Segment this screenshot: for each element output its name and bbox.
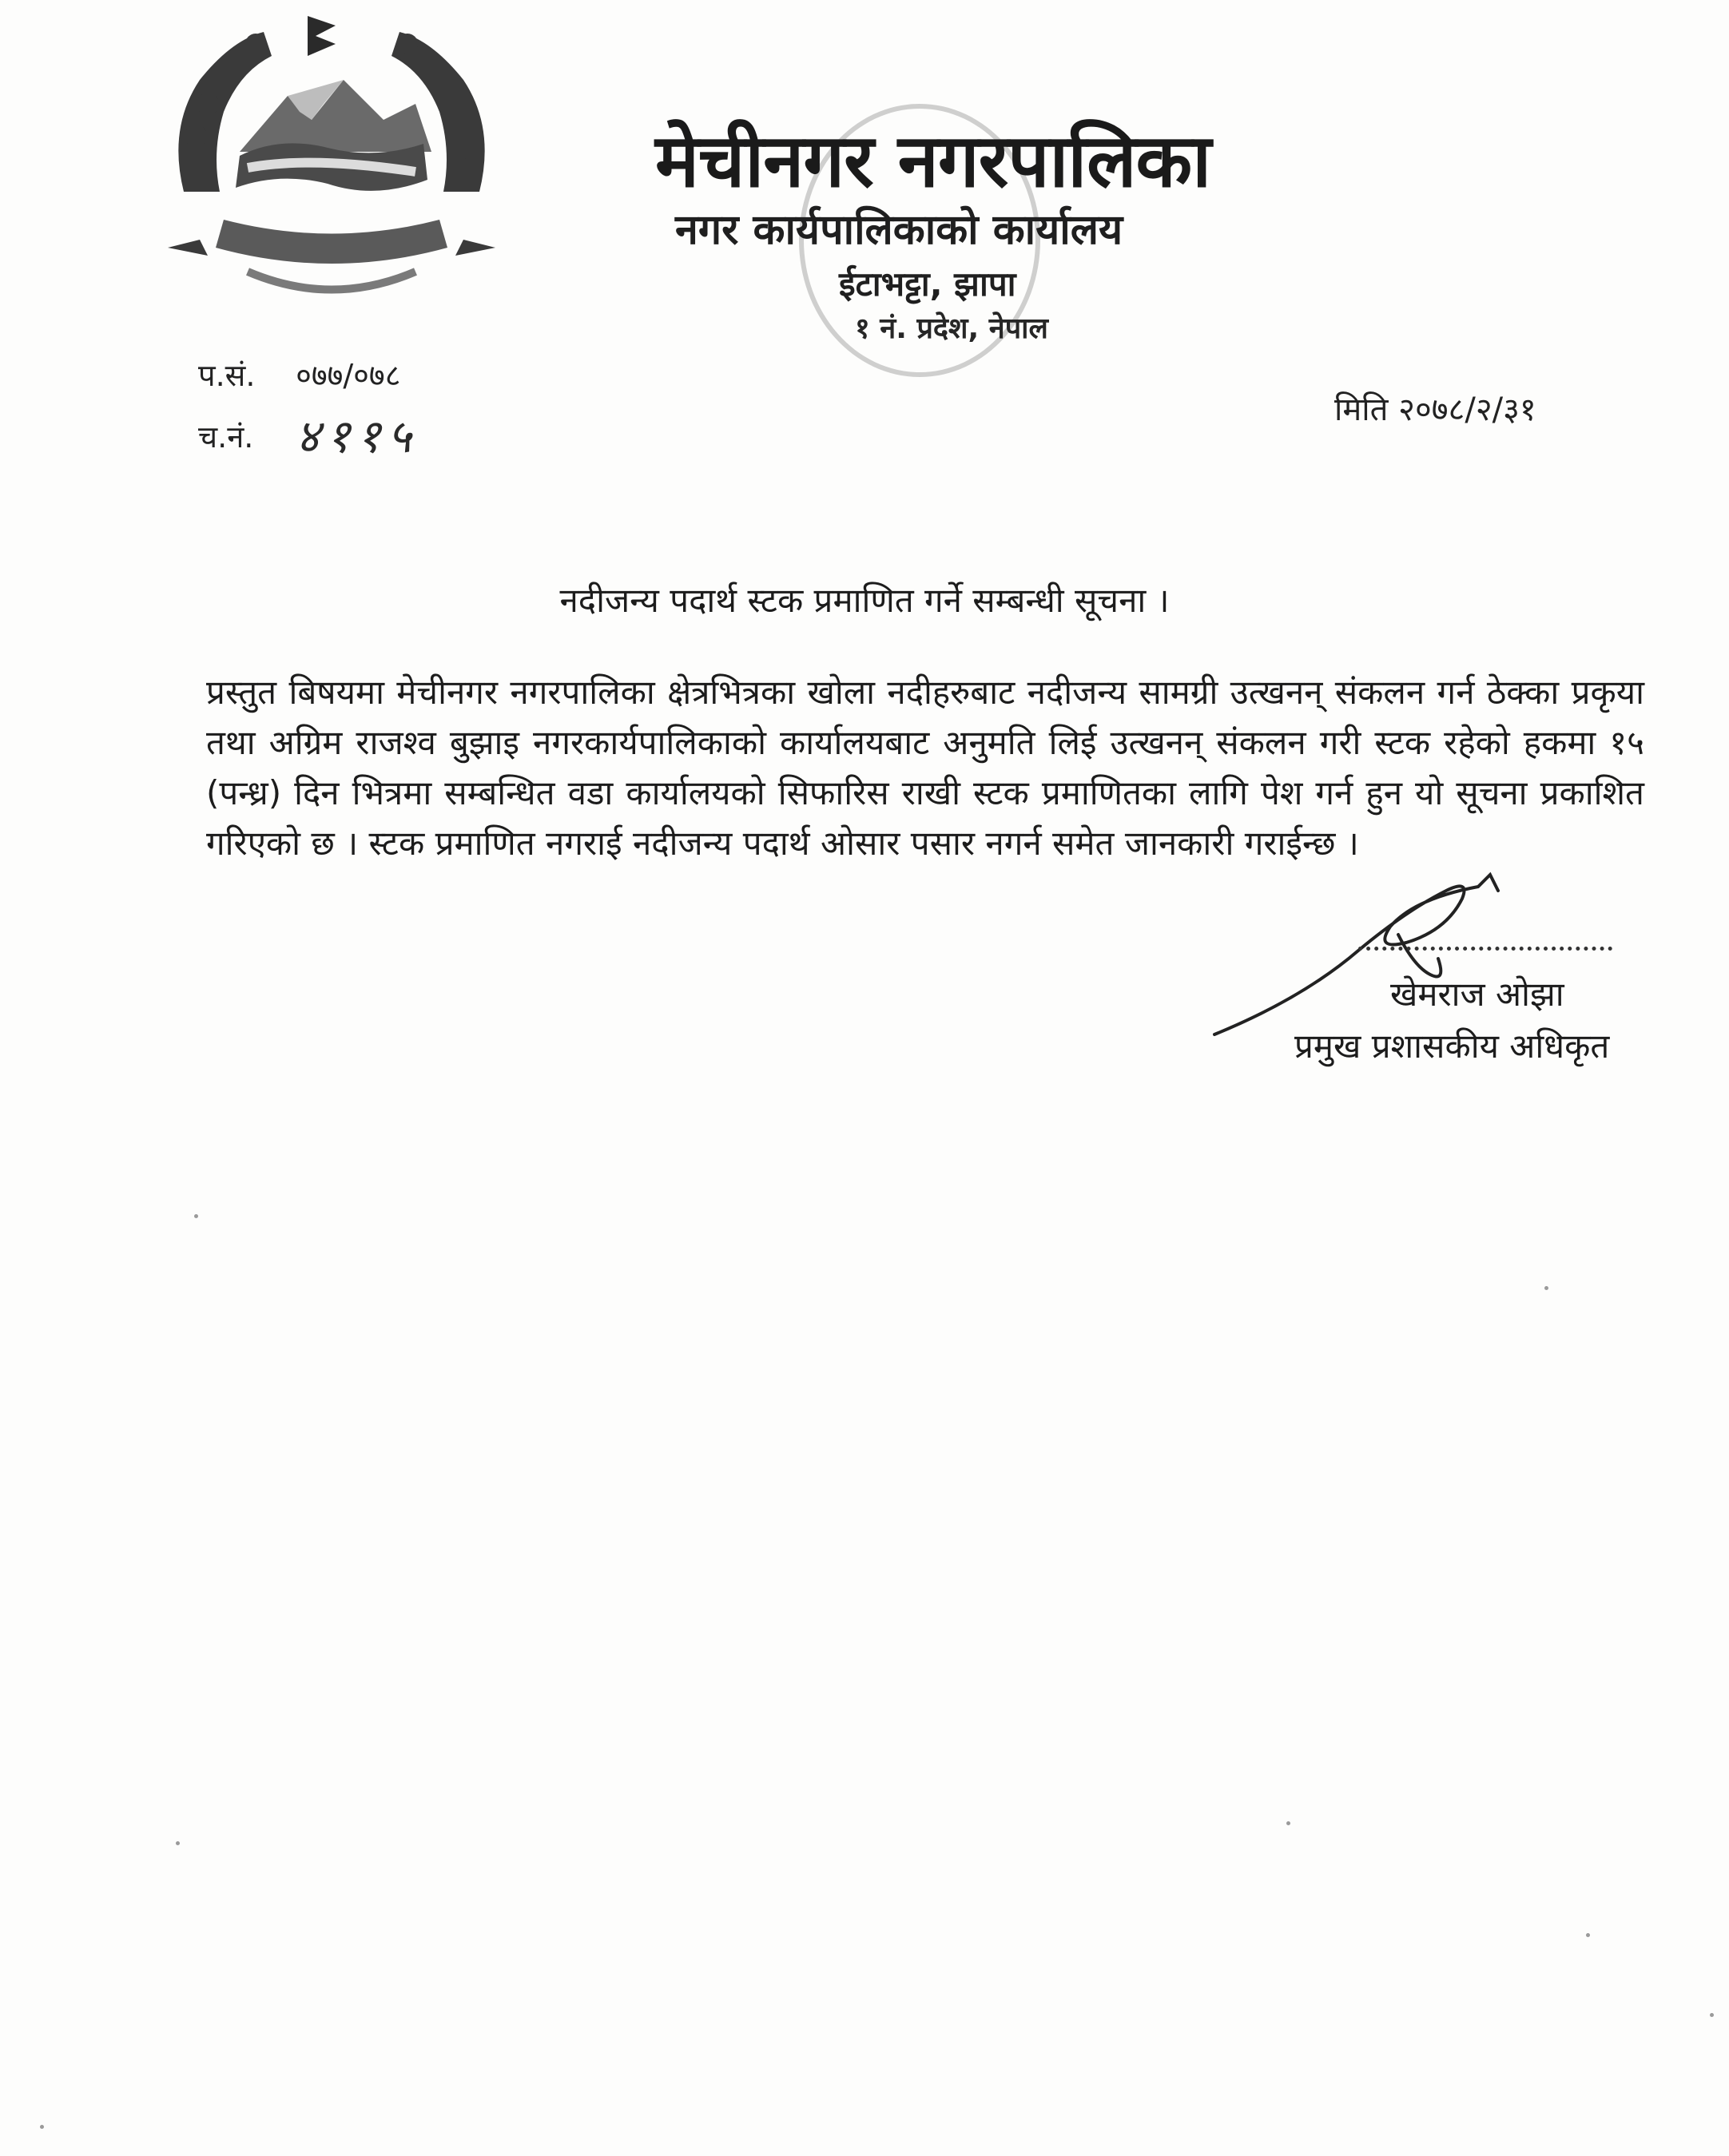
letter-date: मिति २०७८/२/३१ <box>1334 391 1536 428</box>
signatory-name: खेमराज ओझा <box>1390 975 1564 1014</box>
office-address: ईटाभट्टा, झापा <box>839 264 1016 304</box>
dispatch-number-value: ४११५ <box>296 409 418 463</box>
paper-speck <box>1586 1933 1590 1937</box>
signatory-title: प्रमुख प्रशासकीय अधिकृत <box>1294 1026 1610 1066</box>
paper-speck <box>1544 1286 1548 1290</box>
handwritten-signature <box>1206 855 1542 1046</box>
office-province: १ नं. प्रदेश, नेपाल <box>855 312 1048 345</box>
fiscal-year-label: प.सं. <box>198 358 256 393</box>
dispatch-label: च.नं. <box>198 419 254 455</box>
notice-body: प्रस्तुत बिषयमा मेचीनगर नगरपालिका क्षेत्रभित्रका खोला नदीहरुबाट नदीजन्य सामग्री उत्खनन् संकलन गर्न ठेक्का प्रकृया तथा अग्रिम राजश्व बुझाइ नगरकार्यपालिकाको कार्यालयबाट अनुमति लिई उत्खनन् संकलन गरी स्टक रहेको हकमा १५ (पन्ध्र) दिन भित्रमा सम्बन्धित वडा कार्यालयको सिफारिस राखी स्टक प्रमाणितका लागि पेश गर्न हुन यो सूचना प्रकाशित गरिएको छ । स्टक प्रमाणित नगराई नदीजन्य पदार्थ ओसार पसार नगर्न समेत जानकारी गराईन्छ । <box>206 673 1644 863</box>
paper-speck <box>1286 1821 1290 1825</box>
paper-speck <box>176 1841 180 1845</box>
nepal-emblem-icon <box>152 8 511 312</box>
dispatch-number-reference <box>198 398 418 461</box>
fiscal-year-value: ०७७/०७८ <box>296 358 401 393</box>
paper-speck <box>1710 2013 1714 2017</box>
signature-line <box>1358 947 1612 951</box>
municipality-title: मेचीनगर नगरपालिका <box>655 117 1211 204</box>
paper-speck <box>40 2125 44 2129</box>
fiscal-year-reference <box>198 354 400 395</box>
paper-speck <box>194 1214 198 1218</box>
notice-subject: नदीजन्य पदार्थ स्टक प्रमाणित गर्ने सम्बन्धी सूचना । <box>559 581 1170 620</box>
office-subtitle: नगर कार्यपालिकाको कार्यालय <box>675 205 1123 254</box>
